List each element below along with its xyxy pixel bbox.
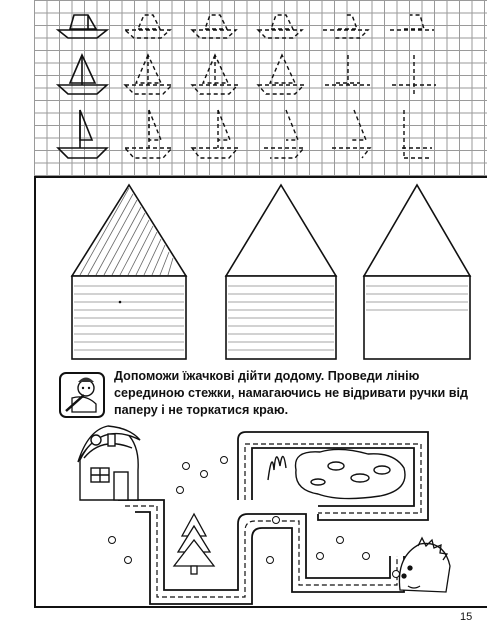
house-icon — [72, 185, 186, 359]
house-icon — [78, 426, 140, 500]
instruction-text: Допоможи їжачкові дійти додому. Проведи лінію серединою стежки, намагаючись не відривати ручки від паперу і не торкатися краю. — [114, 369, 468, 417]
page-number: 15 — [460, 611, 473, 623]
traced-boat-row-3 — [125, 110, 432, 158]
tree-icon — [174, 514, 214, 574]
house-icon — [364, 185, 470, 359]
boat-icon — [58, 55, 107, 94]
pencil-boy-icon — [60, 373, 104, 417]
boat-icon — [58, 15, 107, 38]
boat-icon — [58, 110, 107, 158]
traced-boat-row-2 — [125, 55, 436, 95]
traced-boat-row-1 — [125, 15, 434, 38]
pond-icon — [268, 449, 405, 498]
house-icon — [226, 185, 336, 359]
hedgehog-icon — [399, 538, 450, 592]
